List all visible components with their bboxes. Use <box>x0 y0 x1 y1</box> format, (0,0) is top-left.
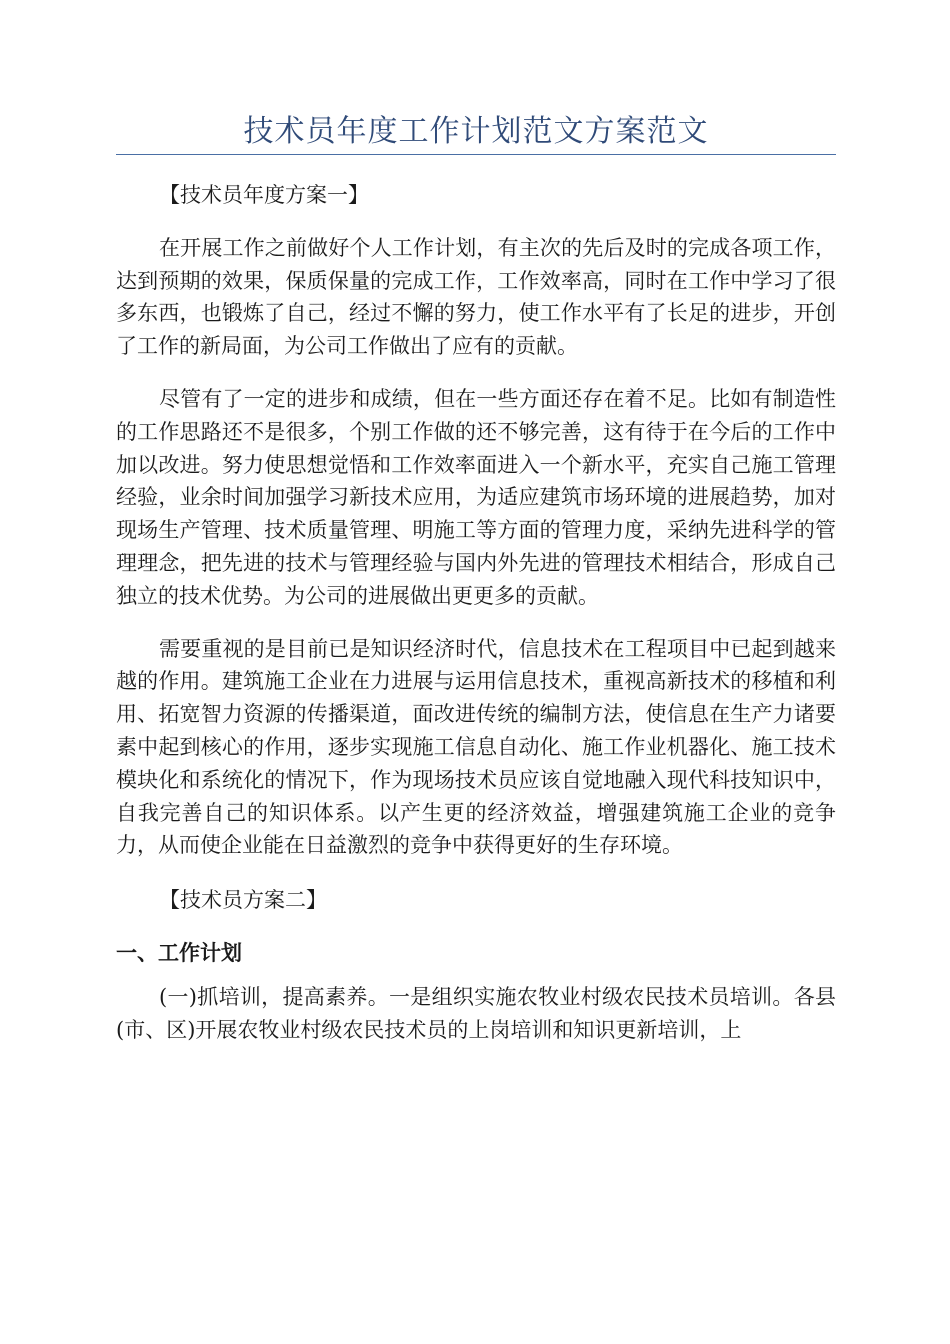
paragraph-2: 尽管有了一定的进步和成绩，但在一些方面还存在着不足。比如有制造性的工作思路还不是很多，个别工作做的还不够完善，这有待于在今后的工作中加以改进。努力使思想觉悟和工作效率面进入一个新水平，充实自己施工管理经验，业余时间加强学习新技术应用，为适应建筑市场环境的进展趋势，加对现场生产管理、技术质量管理、明施工等方面的管理力度，采纳先进科学的管理理念，把先进的技术与管理经验与国内外先进的管理技术相结合，形成自己独立的技术优势。为公司的进展做出更更多的贡献。 <box>116 386 836 608</box>
document-title: 技术员年度工作计划范文方案范文 <box>243 114 709 149</box>
section-label-one: 【技术员年度方案一】 <box>159 183 369 207</box>
title-underline <box>116 154 836 155</box>
paragraph-1: 在开展工作之前做好个人工作计划，有主次的先后及时的完成各项工作，达到预期的效果，保质保量的完成工作，工作效率高，同时在工作中学习了很多东西，也锻炼了自己，经过不懈的努力，使工作水平有了长足的进步，开创了工作的新局面，为公司工作做出了应有的贡献。 <box>116 235 836 359</box>
section-heading-work-plan: 一、工作计划 <box>116 940 242 965</box>
section-label-two: 【技术员方案二】 <box>159 888 327 913</box>
paragraph-4: (一)抓培训，提高素养。一是组织实施农牧业村级农民技术员培训。各县(市、区)开展农牧业村级农民技术员的上岗培训和知识更新培训，上 <box>116 984 836 1042</box>
document-page <box>116 0 836 1047</box>
paragraph-3: 需要重视的是目前已是知识经济时代，信息技术在工程项目中已起到越来越的作用。建筑施工企业在力进展与运用信息技术，重视高新技术的移植和利用、拓宽智力资源的传播渠道，面改进传统的编制方法，使信息在生产力诸要素中起到核心的作用，逐步实现施工信息自动化、施工作业机器化、施工技术模块化和系统化的情况下，作为现场技术员应该自觉地融入现代科技知识中，自我完善自己的知识体系。以产生更的经济效益，增强建筑施工企业的竞争力，从而使企业能在日益激烈的竞争中获得更好的生存环境。 <box>116 636 836 858</box>
